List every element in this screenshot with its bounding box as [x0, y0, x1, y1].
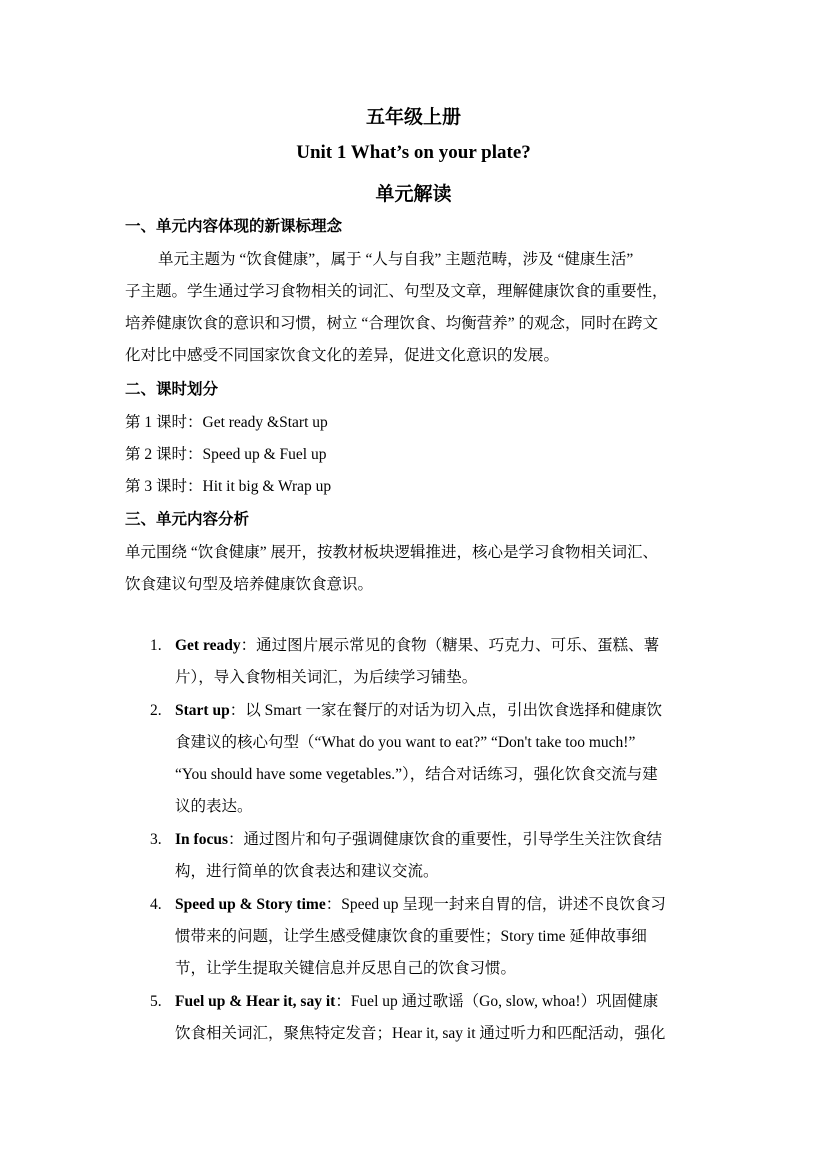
list-item-continuation: “You should have some vegetables.”），结合对话练习，强化饮食交流与建	[175, 766, 658, 783]
item-label: In focus	[175, 831, 228, 848]
list-number: 4.	[150, 896, 162, 913]
section1-line: 子主题。学生通过学习食物相关的词汇、句型及文章，理解健康饮食的重要性，	[125, 283, 668, 300]
section3-heading: 三、单元内容分析	[125, 511, 250, 528]
list-item-continuation: 节，让学生提取关键信息并反思自己的饮食习惯。	[175, 960, 517, 977]
unit-title: Unit 1 What’s on your plate?	[296, 142, 531, 163]
list-number: 1.	[150, 637, 162, 654]
list-item	[175, 636, 659, 656]
item-label: Get ready	[175, 637, 241, 654]
section1-line: 培养健康饮食的意识和习惯，树立 “合理饮食、均衡营养” 的观念，同时在跨文	[125, 315, 659, 332]
list-item-continuation: 片），导入食物相关词汇，为后续学习铺垫。	[175, 669, 478, 686]
section2-heading: 二、课时划分	[125, 381, 219, 398]
list-item	[175, 895, 666, 915]
list-item-continuation: 饮食相关词汇，聚焦特定发音；Hear it, say it 通过听力和匹配活动，强化	[175, 1025, 666, 1042]
item-label: Speed up & Story time	[175, 896, 326, 913]
section1-line: 化对比中感受不同国家饮食文化的差异，促进文化意识的发展。	[125, 347, 560, 364]
item-label: Fuel up & Hear it, say it	[175, 993, 336, 1010]
section1-heading: 一、单元内容体现的新课标理念	[125, 218, 343, 235]
item-text: ：以 Smart 一家在餐厅的对话为切入点，引出饮食选择和健康饮	[229, 702, 662, 719]
lesson-item: 第 2 课时：Speed up & Fuel up	[125, 446, 327, 463]
list-number: 3.	[150, 831, 162, 848]
list-item	[175, 701, 662, 721]
section1-line: 单元主题为 “饮食健康”，属于 “人与自我” 主题范畴，涉及 “健康生活”	[158, 251, 634, 268]
list-item-continuation: 构，进行简单的饮食表达和建议交流。	[175, 863, 439, 880]
section3-intro: 单元围绕 “饮食健康” 展开，按教材板块逻辑推进，核心是学习食物相关词汇、	[125, 544, 659, 561]
subtitle: 单元解读	[375, 184, 452, 205]
list-item	[175, 992, 658, 1012]
list-number: 2.	[150, 702, 162, 719]
list-number: 5.	[150, 993, 162, 1010]
lesson-item: 第 1 课时：Get ready &Start up	[125, 414, 328, 431]
item-text: ：通过图片和句子强调健康饮食的重要性，引导学生关注饮食结	[227, 831, 662, 848]
item-text: ：Fuel up 通过歌谣（Go, slow, whoa!）巩固健康	[335, 993, 659, 1010]
list-item	[175, 830, 662, 850]
grade-title: 五年级上册	[365, 107, 461, 128]
list-item-continuation: 食建议的核心句型（“What do you want to eat?” “Don't take too much!”	[175, 734, 636, 751]
item-text: ：通过图片展示常见的食物（糖果、巧克力、可乐、蛋糕、薯	[240, 637, 660, 654]
section3-intro: 饮食建议句型及培养健康饮食意识。	[125, 576, 374, 593]
list-item-continuation: 惯带来的问题，让学生感受健康饮食的重要性；Story time 延伸故事细	[175, 928, 647, 945]
list-item-continuation: 议的表达。	[175, 798, 253, 815]
item-text: ：Speed up 呈现一封来自胃的信，讲述不良饮食习	[325, 896, 666, 913]
item-label: Start up	[175, 702, 230, 719]
lesson-item: 第 3 课时：Hit it big & Wrap up	[125, 478, 332, 495]
